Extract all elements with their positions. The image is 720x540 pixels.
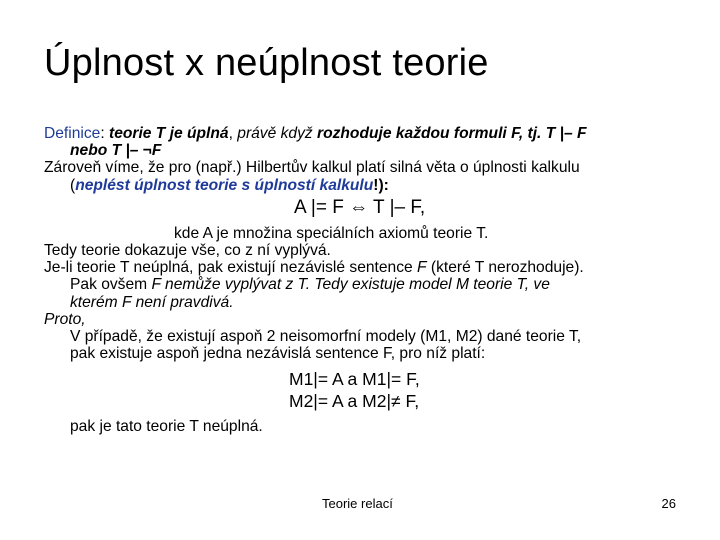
simultaneously-paragraph (44, 159, 694, 193)
footer-title: Teorie relací (322, 496, 393, 511)
models-line-2: pak existuje aspoň jedna nezávislá sentence F, pro níž platí: (70, 345, 486, 363)
definition-colon: : (100, 125, 110, 142)
definition-rest: rozhoduje každou formuli F, tj. T |– F (317, 125, 587, 142)
then-b: F nemůže vyplývat z T. Tedy existuje model M teorie T, ve (151, 276, 550, 294)
slide-body (44, 125, 694, 436)
simultaneously-text: Zároveň víme, že pro (např.) Hilbertův kalkul platí silná věta o úplnosti kalkulu (44, 159, 580, 177)
conclusion-line: pak je tato teorie T neúplná. (70, 418, 263, 436)
then-c: kterém F není pravdivá. (70, 293, 234, 311)
definition-condition: právě když (237, 125, 313, 142)
warning-excl: ! (373, 176, 379, 194)
proto-line: Proto, (44, 310, 86, 328)
definition-label: Definice (44, 125, 101, 142)
definition-comma: , (228, 125, 238, 142)
formula-lhs: A |= F (294, 196, 350, 218)
incomplete-b: (které T nerozhoduje). (426, 259, 584, 277)
incomplete-f: F (417, 259, 427, 277)
paren-open: ( (70, 176, 76, 194)
paren-close: ): (378, 176, 389, 194)
models-line-1: V případě, že existují aspoň 2 neisomorfní modely (M1, M2) dané teorie T, (70, 328, 582, 346)
then-a: Pak ovšem (70, 276, 152, 294)
decides-line: Tedy teorie dokazuje vše, co z ní vyplývá. (44, 242, 331, 260)
axioms-line: kde A je množina speciálních axiomů teorie T. (174, 224, 489, 242)
slide-title: Úplnost x neúplnost teorie (44, 42, 489, 84)
formula-models-row1: M1|= A a M1|= F, (289, 369, 420, 390)
definition-line2: nebo T |– ¬F (70, 142, 162, 160)
formula-models-row2: M2|= A a M2|≠ F, (289, 391, 420, 412)
incomplete-paragraph (44, 259, 694, 311)
formula-rhs: T |– F, (368, 196, 426, 218)
iff-symbol: ⇔ (349, 196, 369, 218)
incomplete-a: Je-li teorie T neúplná, pak existují nezávislé sentence (44, 259, 418, 277)
warning-text: neplést úplnost teorie s úplností kalkulu (75, 176, 374, 194)
page-number: 26 (661, 496, 676, 511)
definition-paragraph (44, 125, 694, 159)
formula-models (44, 368, 694, 412)
definition-term: teorie T je úplná (109, 125, 229, 142)
formula-completeness (44, 197, 694, 219)
